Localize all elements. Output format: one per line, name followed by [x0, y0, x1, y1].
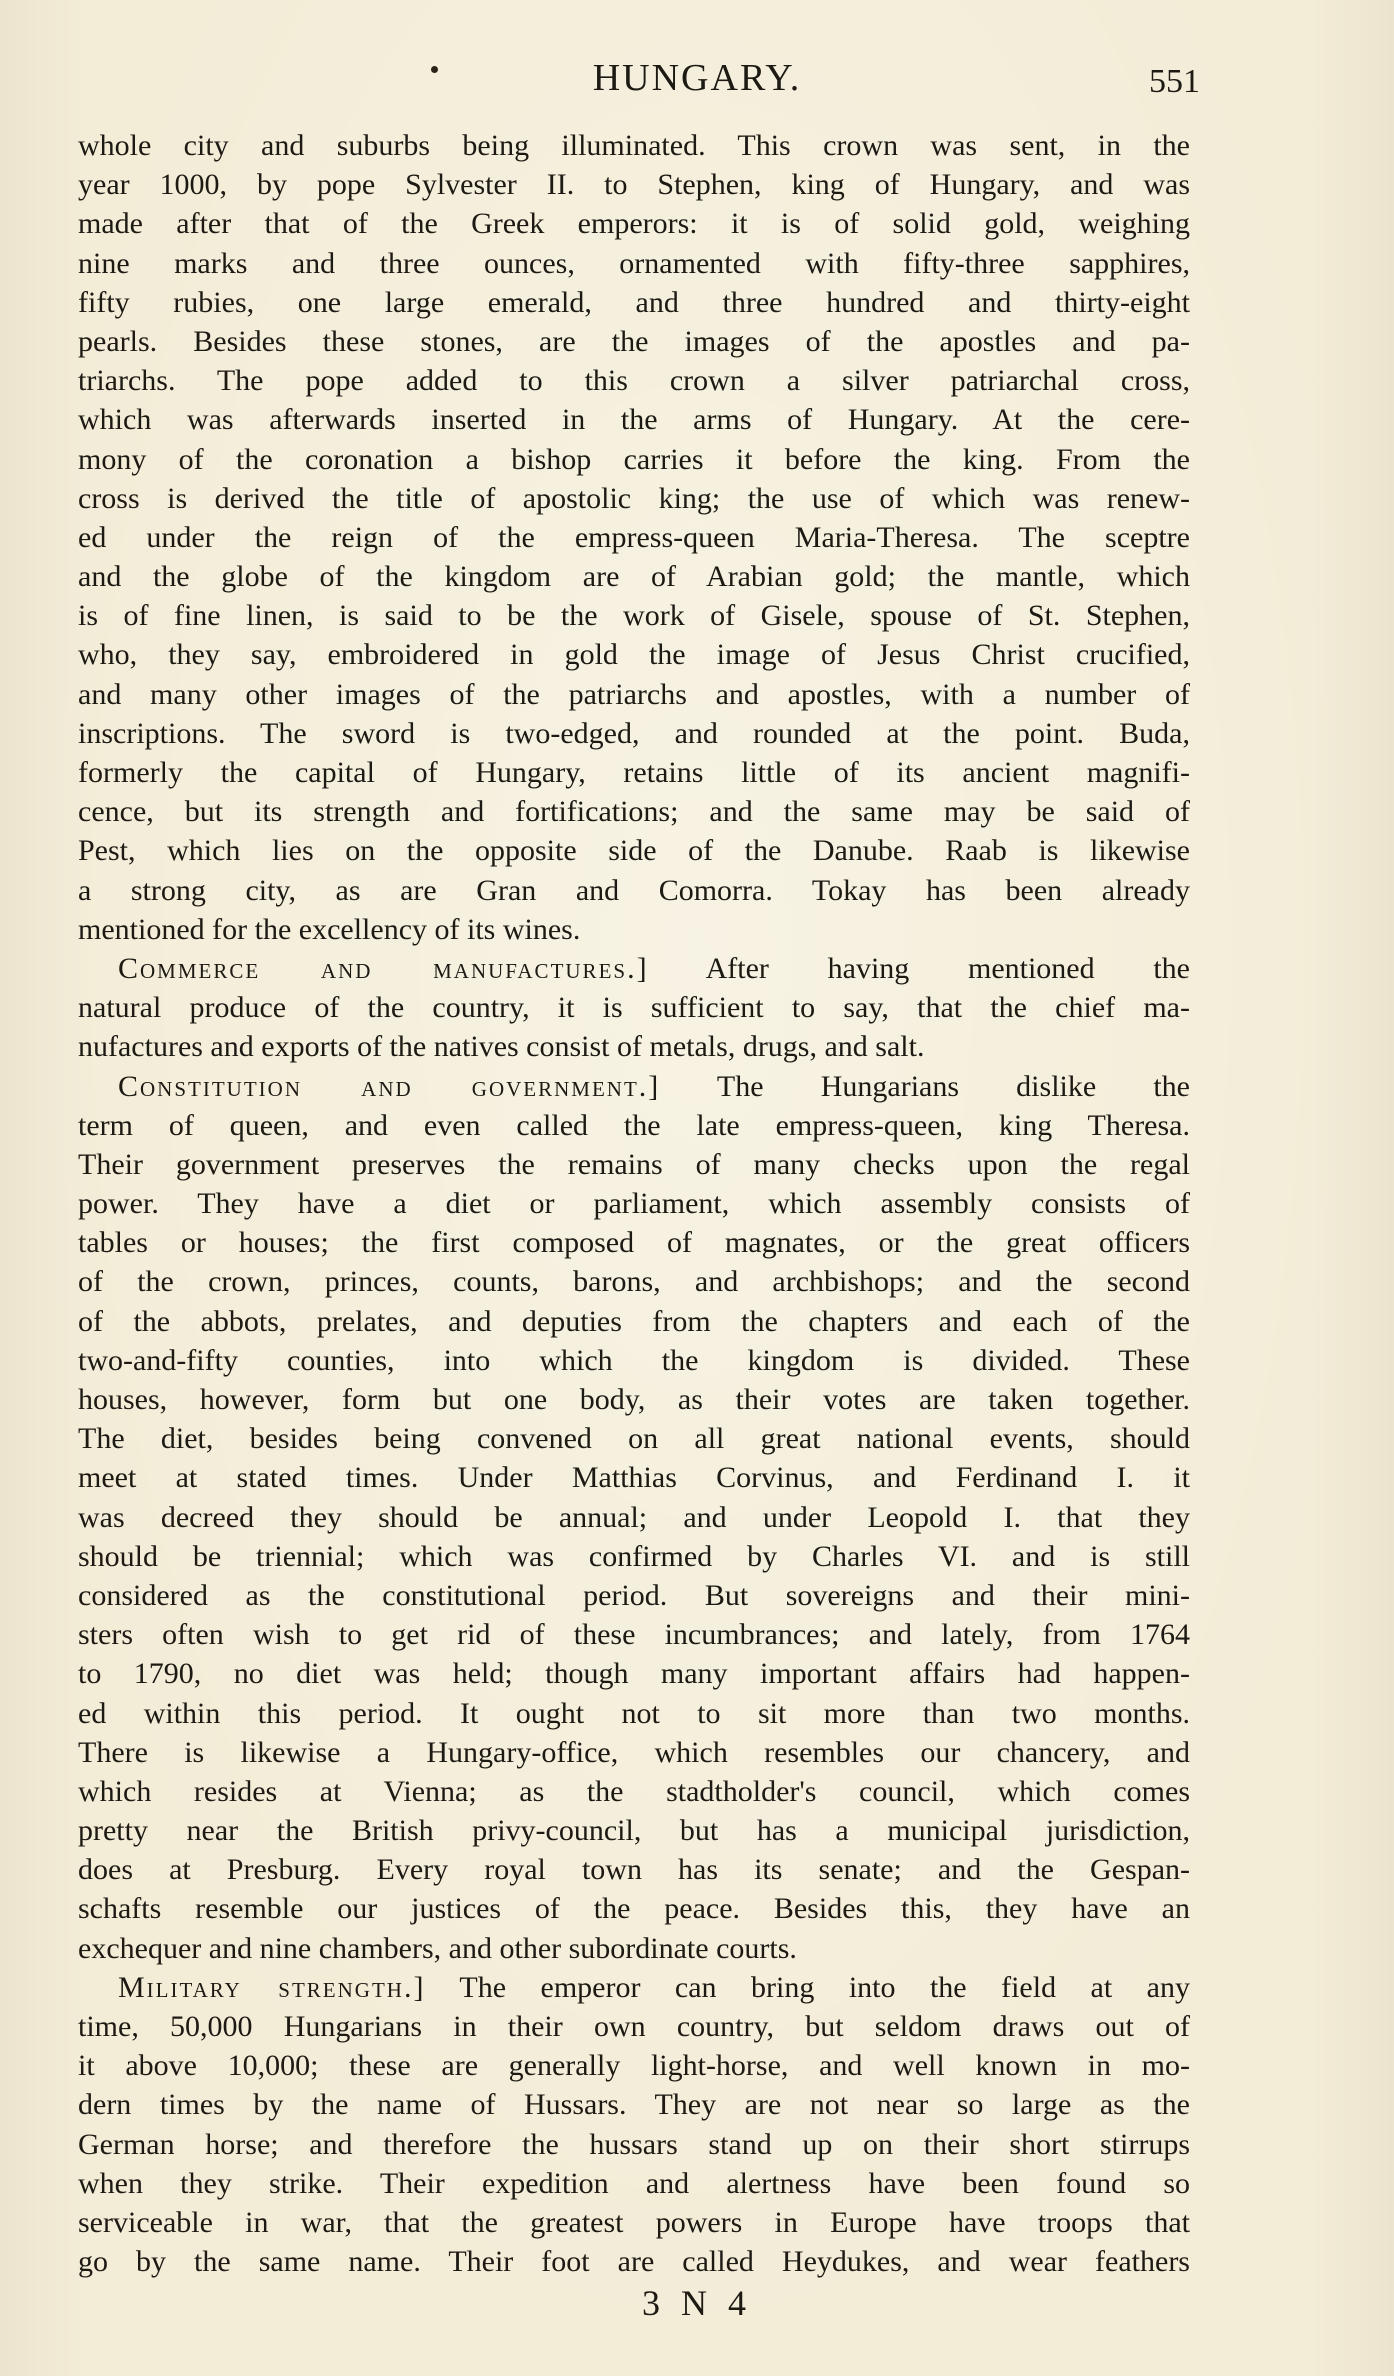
section-first-line-text: After having mentioned the — [705, 951, 1190, 985]
body-text — [78, 126, 1190, 2281]
text-line: it above 10,000; these are generally light-horse, and well known in mo- — [78, 2049, 1190, 2083]
text-line: pretty near the British privy-council, but has a municipal jurisdiction, — [78, 1814, 1190, 1848]
section-first-line-commerce — [78, 949, 1190, 988]
section-first-line-military — [78, 1968, 1190, 2007]
text-line: a strong city, as are Gran and Comorra. Tokay has been already — [78, 873, 1190, 907]
text-line: cross is derived the title of apostolic king; the use of which was renew- — [78, 481, 1190, 515]
text-line: The diet, besides being convened on all great national events, should — [78, 1422, 1190, 1456]
text-line: natural produce of the country, it is sufficient to say, that the chief ma- — [78, 991, 1190, 1025]
text-line: whole city and suburbs being illuminated. This crown was sent, in the — [78, 129, 1190, 162]
text-line: cence, but its strength and fortifications; and the same may be said of — [78, 795, 1190, 829]
page-number: 551 — [1149, 63, 1200, 100]
text-line: Pest, which lies on the opposite side of the Danube. Raab is likewise — [78, 834, 1190, 868]
text-line: time, 50,000 Hungarians in their own country, but seldom draws out of — [78, 2010, 1190, 2043]
text-line: serviceable in war, that the greatest powers in Europe have troops that — [78, 2205, 1190, 2239]
text-line: houses, however, form but one body, as their votes are taken together. — [78, 1383, 1190, 1416]
running-head — [0, 52, 1394, 104]
text-line: mentioned for the excellency of its wines. — [78, 912, 581, 946]
text-line: does at Presburg. Every royal town has its senate; and the Gespan- — [78, 1853, 1190, 1887]
section-first-line-text: The Hungarians dislike the — [716, 1069, 1190, 1103]
text-line: and many other images of the patriarchs and apostles, with a number of — [78, 677, 1190, 711]
text-line: nufactures and exports of the natives consist of metals, drugs, and salt. — [78, 1030, 925, 1064]
text-line: ed within this period. It ought not to sit more than two months. — [78, 1696, 1190, 1730]
text-line: exchequer and nine chambers, and other subordinate courts. — [78, 1931, 797, 1965]
text-line: pearls. Besides these stones, are the images of the apostles and pa- — [78, 324, 1190, 358]
text-line: was decreed they should be annual; and under Leopold I. that they — [78, 1500, 1190, 1534]
text-line: to 1790, no diet was held; though many important affairs had happen- — [78, 1657, 1190, 1691]
section-first-line-text: The emperor can bring into the field at any — [459, 1970, 1190, 2004]
text-line: go by the same name. Their foot are called Heydukes, and wear feathers — [78, 2245, 1190, 2279]
text-line: and the globe of the kingdom are of Arabian gold; the mantle, which — [78, 560, 1190, 594]
section-first-line-constitution — [78, 1067, 1190, 1106]
text-line: ed under the reign of the empress-queen Maria-Theresa. The sceptre — [78, 520, 1190, 554]
text-line: power. They have a diet or parliament, which assembly consists of — [78, 1187, 1190, 1221]
text-line: sters often wish to get rid of these incumbrances; and lately, from 1764 — [78, 1618, 1190, 1652]
text-line: meet at stated times. Under Matthias Corvinus, and Ferdinand I. it — [78, 1461, 1190, 1495]
text-line: inscriptions. The sword is two-edged, and rounded at the point. Buda, — [78, 716, 1190, 750]
printer-signature-mark: 3 N 4 — [642, 2283, 752, 2323]
section-heading-constitution: Constitution and government.] — [118, 1069, 661, 1103]
page-title: HUNGARY. — [592, 57, 802, 99]
text-line: tables or houses; the first composed of magnates, or the great officers — [78, 1226, 1190, 1260]
text-line: mony of the coronation a bishop carries it before the king. From the — [78, 442, 1190, 476]
text-line: when they strike. Their expedition and alertness have been found so — [78, 2166, 1190, 2200]
text-line: which resides at Vienna; as the stadtholder's council, which comes — [78, 1774, 1190, 1808]
text-line: of the crown, princes, counts, barons, and archbishops; and the second — [78, 1265, 1190, 1299]
text-line: should be triennial; which was confirmed by Charles VI. and is still — [78, 1539, 1190, 1573]
text-line: year 1000, by pope Sylvester II. to Stephen, king of Hungary, and was — [78, 168, 1190, 202]
text-line: Their government preserves the remains of many checks upon the regal — [78, 1147, 1190, 1181]
text-line: made after that of the Greek emperors: it is of solid gold, weighing — [78, 207, 1190, 241]
text-line: There is likewise a Hungary-office, which resembles our chancery, and — [78, 1735, 1190, 1769]
text-line: who, they say, embroidered in gold the image of Jesus Christ crucified, — [78, 638, 1190, 672]
text-line: is of fine linen, is said to be the work of Gisele, spouse of St. Stephen, — [78, 599, 1190, 633]
text-line: which was afterwards inserted in the arms of Hungary. At the cere- — [78, 403, 1190, 437]
text-line: dern times by the name of Hussars. They are not near so large as the — [78, 2088, 1190, 2122]
text-line: triarchs. The pope added to this crown a silver patriarchal cross, — [78, 364, 1190, 398]
text-line: formerly the capital of Hungary, retains little of its ancient magnifi- — [78, 756, 1190, 789]
section-heading-commerce: Commerce and manufactures.] — [118, 951, 649, 985]
text-line: term of queen, and even called the late empress-queen, king Theresa. — [78, 1108, 1190, 1142]
text-line: considered as the constitutional period. But sovereigns and their mini- — [78, 1578, 1190, 1612]
text-line: schafts resemble our justices of the peace. Besides this, they have an — [78, 1892, 1190, 1926]
text-line: two-and-fifty counties, into which the kingdom is divided. These — [78, 1343, 1190, 1377]
text-line: of the abbots, prelates, and deputies from the chapters and each of the — [78, 1304, 1190, 1338]
text-line: German horse; and therefore the hussars stand up on their short stirrups — [78, 2127, 1190, 2161]
text-line: fifty rubies, one large emerald, and three hundred and thirty-eight — [78, 285, 1190, 319]
text-line: nine marks and three ounces, ornamented with fifty-three sapphires, — [78, 246, 1190, 280]
section-heading-military: Military strength.] — [118, 1970, 426, 2004]
